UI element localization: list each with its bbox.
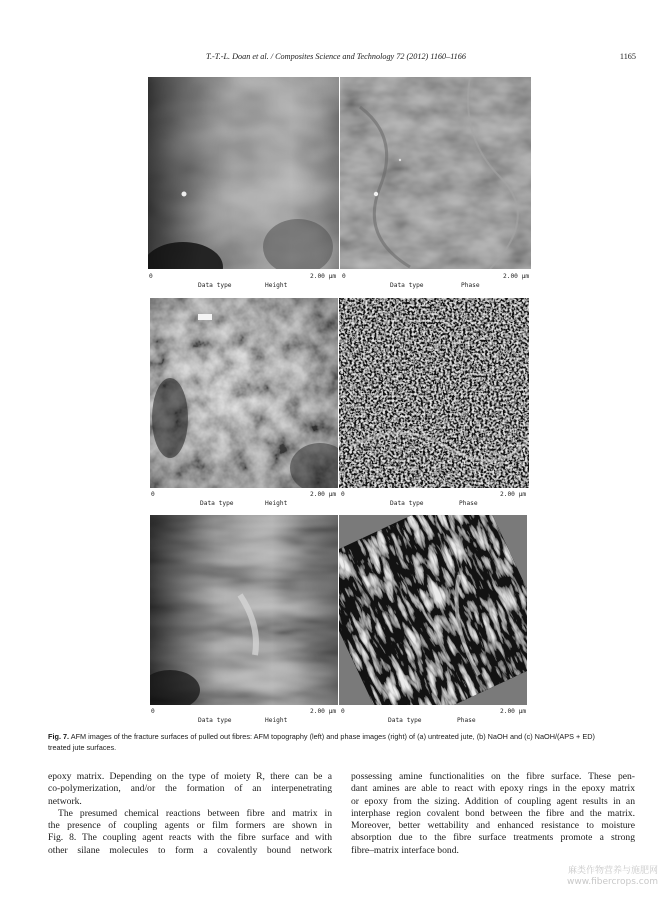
axis-start: 0 bbox=[149, 273, 153, 280]
afm-topography-a bbox=[148, 77, 339, 269]
text-line: co-polymerization, and/or the formation of an interpenetrating bbox=[48, 783, 332, 795]
axis-start: 0 bbox=[341, 491, 345, 498]
page-number: 1165 bbox=[619, 52, 636, 61]
axis-end: 2.00 µm bbox=[500, 491, 527, 498]
axis-end: 2.00 µm bbox=[310, 708, 337, 715]
text-line: fibre–matrix interface bond. bbox=[351, 844, 459, 856]
watermark-line1: 麻类作物营养与施肥网 bbox=[567, 866, 658, 876]
axis-end: 2.00 µm bbox=[500, 708, 527, 715]
caption-label: Fig. 7. bbox=[48, 732, 70, 741]
afm-phase-c bbox=[339, 515, 527, 705]
text-line: possessing amine functionalities on the fibre surface. These pen- bbox=[351, 771, 635, 782]
axis-start: 0 bbox=[342, 273, 346, 280]
text-line: other silane molecules to form a covalently bound network bbox=[48, 844, 332, 856]
data-type-row-a bbox=[148, 282, 533, 294]
data-type-label: Data type bbox=[198, 282, 232, 289]
data-type-label: Data type bbox=[388, 717, 422, 724]
text-line: epoxy matrix. Depending on the type of moiety R, there can be a bbox=[48, 771, 332, 782]
data-type-label: Data type bbox=[390, 500, 424, 507]
axis-start: 0 bbox=[151, 491, 155, 498]
watermark-line2: www.fibercrops.com bbox=[567, 877, 658, 887]
afm-topography-b bbox=[150, 298, 338, 488]
data-type-value: Phase bbox=[461, 282, 480, 289]
axis-start: 0 bbox=[151, 708, 155, 715]
right-column bbox=[351, 771, 635, 857]
text-line: network. bbox=[48, 795, 82, 807]
afm-topography-c bbox=[150, 515, 338, 705]
running-header bbox=[0, 52, 672, 66]
afm-phase-a bbox=[340, 77, 531, 269]
running-head: T.-T.-L. Doan et al. / Composites Science and Technology 72 (2012) 1160–1166 bbox=[206, 52, 466, 61]
data-type-value: Height bbox=[265, 717, 288, 724]
paragraph bbox=[48, 771, 332, 808]
left-column bbox=[48, 771, 332, 857]
text-line: interphase region covalent bond between the fibre and the matrix. bbox=[351, 807, 635, 819]
text-line: the presence of coupling agents or film formers are shown in bbox=[48, 820, 332, 832]
paragraph bbox=[48, 808, 332, 857]
data-type-row-b bbox=[150, 500, 535, 512]
data-type-label: Data type bbox=[200, 500, 234, 507]
text-line: dant amines are able to react with epoxy rings in the epoxy matrix bbox=[351, 783, 635, 795]
text-line: Moreover, better wettability and enhanced resistance to moisture bbox=[351, 820, 635, 832]
axis-start: 0 bbox=[341, 708, 345, 715]
figure-caption bbox=[48, 731, 638, 753]
text-line: The presumed chemical reactions between fibre and matrix in bbox=[58, 807, 332, 819]
watermark bbox=[498, 866, 658, 888]
caption-text-2: treated jute surfaces. bbox=[48, 743, 117, 752]
data-type-label: Data type bbox=[390, 282, 424, 289]
data-type-label: Data type bbox=[198, 717, 232, 724]
axis-end: 2.00 µm bbox=[310, 491, 337, 498]
text-line: or epoxy from the sizing. Addition of coupling agent results in an bbox=[351, 795, 635, 807]
text-line: absorption due to the fibre surface treatments promote a strong bbox=[351, 832, 635, 844]
data-type-value: Height bbox=[265, 282, 288, 289]
data-type-value: Phase bbox=[457, 717, 476, 724]
caption-text: AFM images of the fracture surfaces of pulled out fibres: AFM topography (left) and phase images (right) of (a) untreated jute, (b) NaOH and (c) NaOH/(APS + ED) bbox=[70, 732, 595, 741]
data-type-value: Height bbox=[265, 500, 288, 507]
data-type-value: Phase bbox=[459, 500, 478, 507]
afm-phase-b bbox=[339, 298, 529, 488]
data-type-row-c bbox=[150, 717, 535, 729]
axis-end: 2.00 µm bbox=[310, 273, 337, 280]
axis-end: 2.00 µm bbox=[503, 273, 530, 280]
paragraph bbox=[351, 771, 635, 857]
text-line: Fig. 8. The coupling agent reacts with the fibre surface and with bbox=[48, 832, 332, 844]
